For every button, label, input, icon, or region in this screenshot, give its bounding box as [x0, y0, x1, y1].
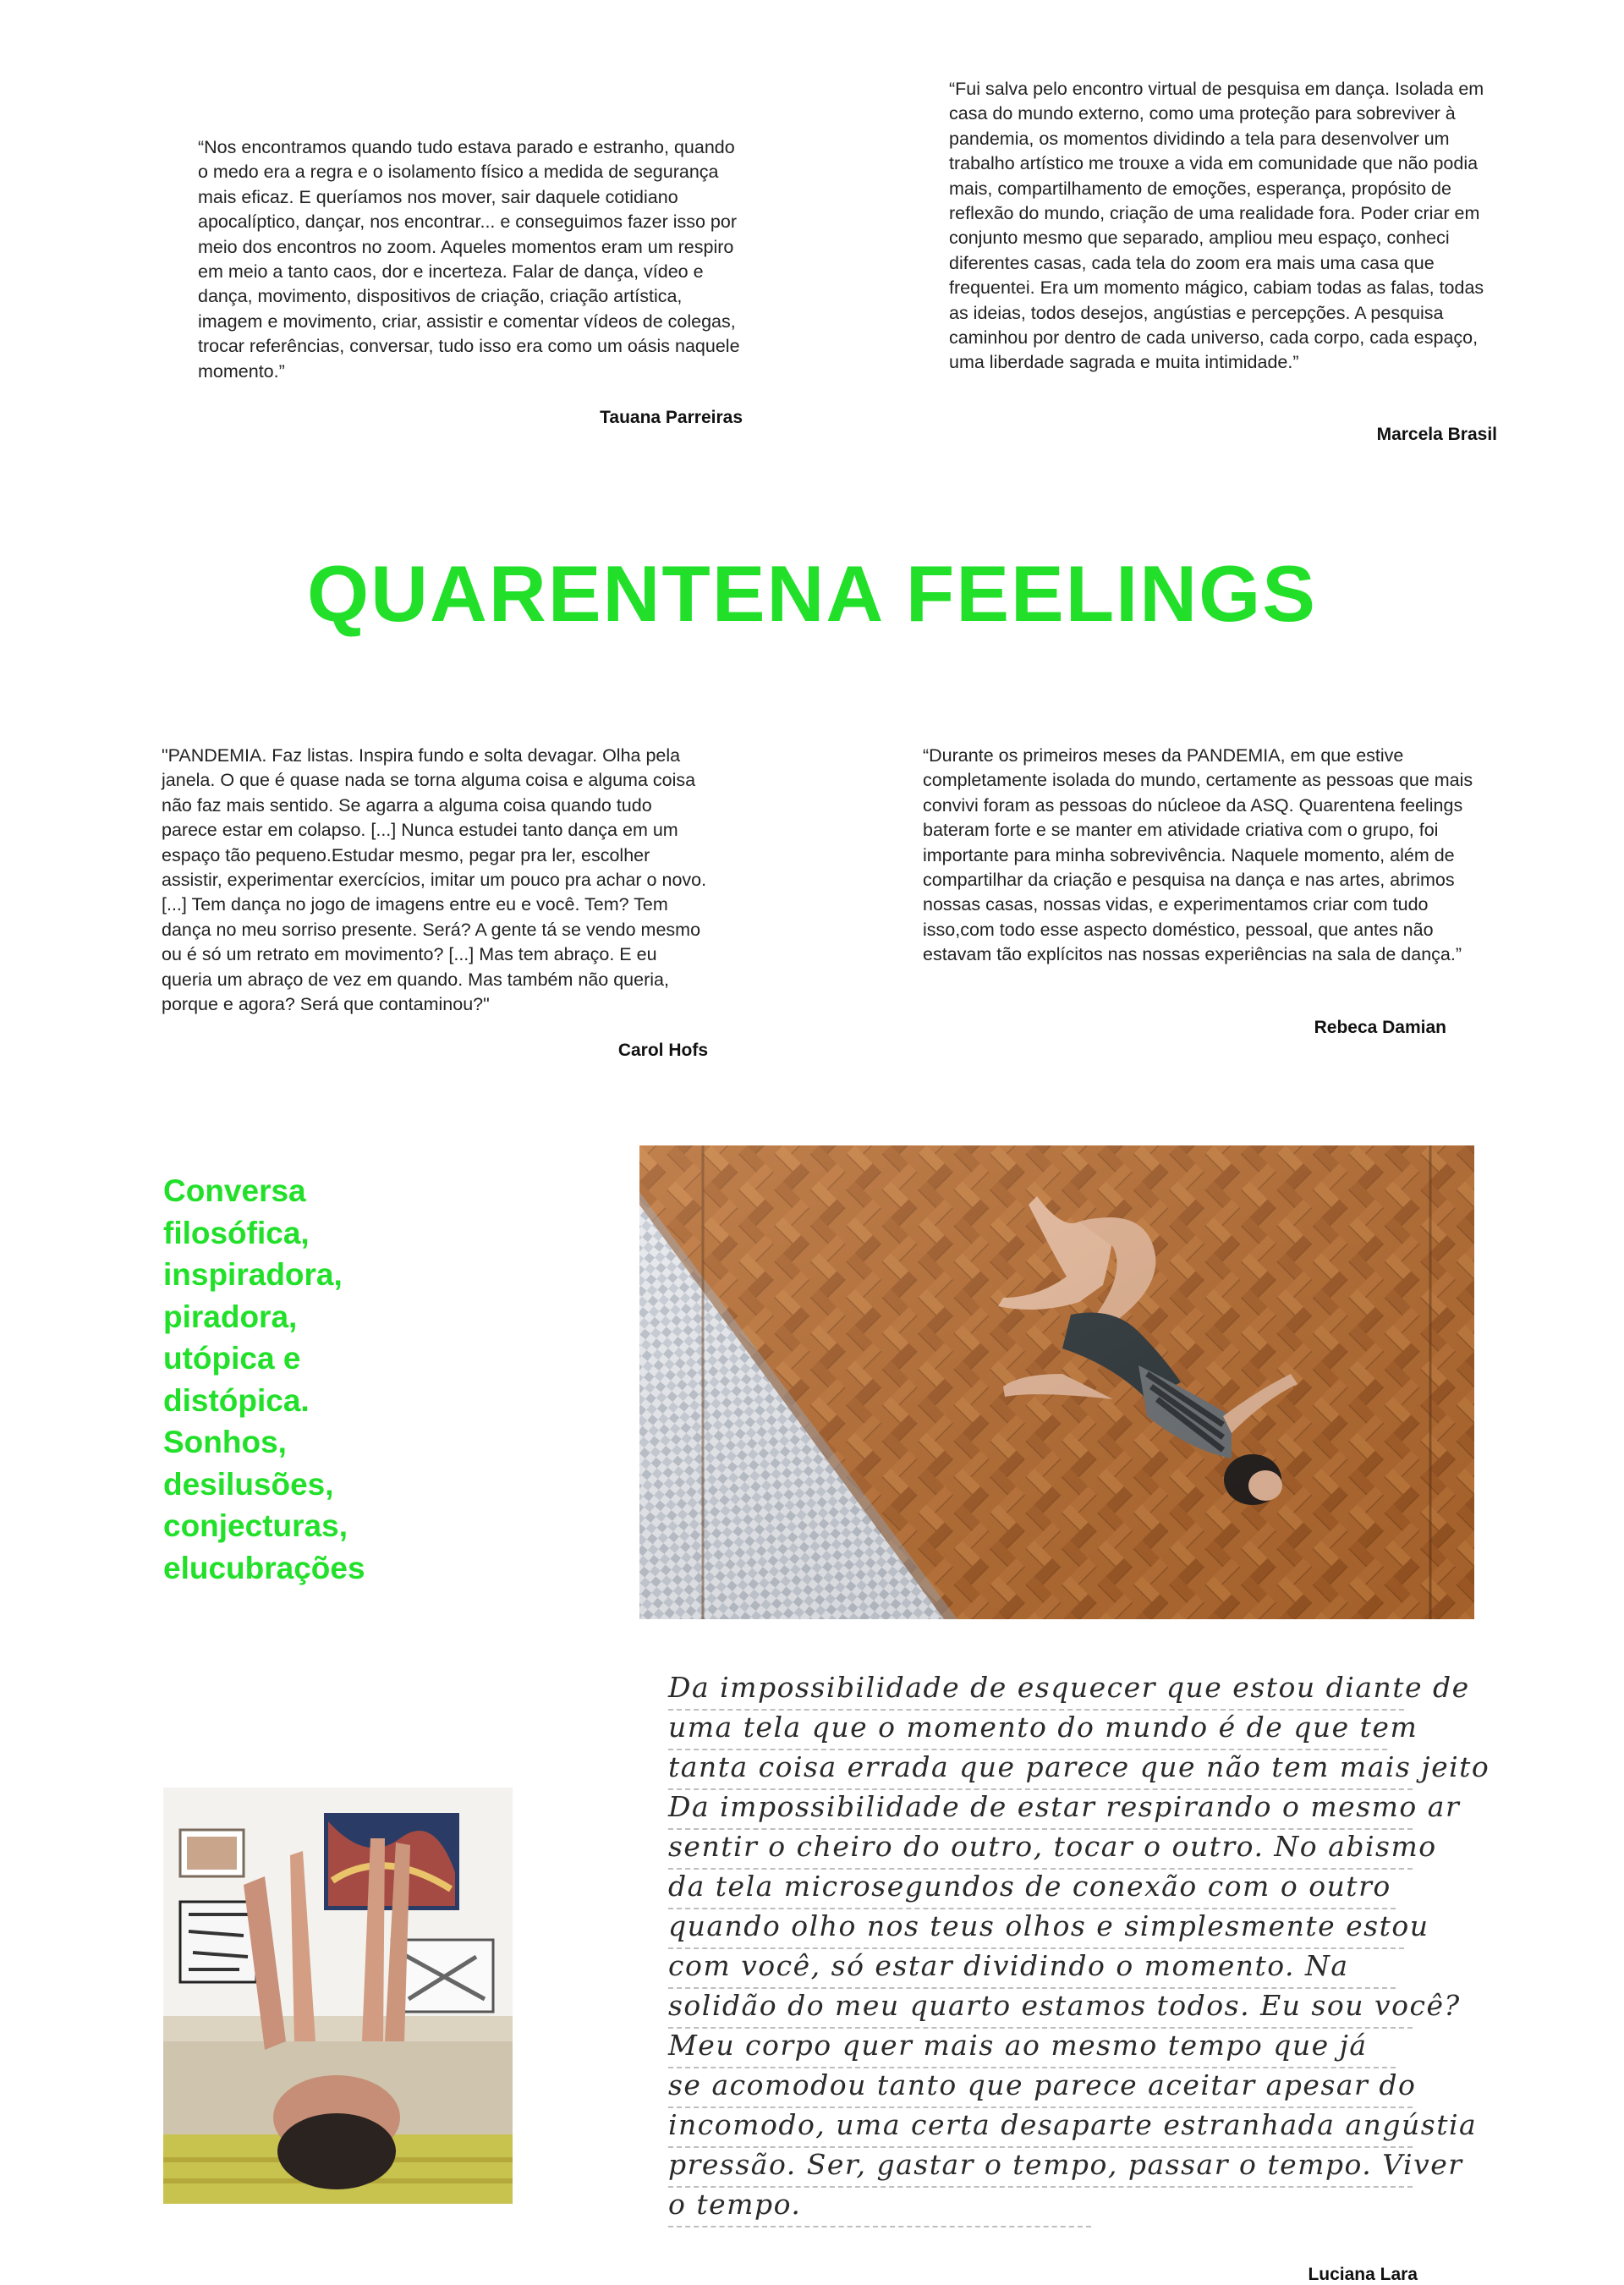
page-title: QUARENTENA FEELINGS — [307, 549, 1317, 638]
photo-raised-legs — [163, 1788, 513, 2204]
handwritten-line: tanta coisa errada que parece que não tem mais jeito — [668, 1750, 1490, 1783]
photo-dancer-on-floor — [639, 1145, 1474, 1619]
author-marcela: Marcela Brasil — [1376, 425, 1497, 444]
handwritten-line: com você, só estar dividindo o momento. Na — [668, 1949, 1349, 1982]
author-carol: Carol Hofs — [617, 1041, 708, 1060]
handwritten-line: sentir o cheiro do outro, tocar o outro. No abismo — [668, 1830, 1437, 1863]
handwritten-line: uma tela que o momento do mundo é de que tem — [668, 1711, 1418, 1744]
handwritten-line: o tempo. — [668, 2188, 802, 2221]
tagline: Conversa filosófica, inspiradora, piradora, utópica e distópica. Sonhos, desilusões, conjecturas, elucubrações — [163, 1173, 365, 1585]
handwritten-line: incomodo, uma certa desaparte estranhada angústia — [668, 2108, 1478, 2141]
handwritten-line: pressão. Ser, gastar o tempo, passar o tempo. Viver — [668, 2148, 1463, 2181]
note-rule — [668, 2226, 1091, 2227]
handwritten-line: da tela microsegundos de conexão com o outro — [668, 1870, 1391, 1903]
quote-rebeca: “Durante os primeiros meses da PANDEMIA, em que estive completamente isolada do mundo, certamente as pessoas que mais convivi foram as pessoas do núcleoe da ASQ. Quarentena feelings bateram forte e se manter em atividade criativa com o grupo, foi importante para minha sobrevivência. Naquele momento, além de compartilhar da criação e pesquisa na dança e nas artes, abrimos nossas casas, nossas vidas, e experimentamos criar com tudo isso,com todo esse aspecto doméstico, pessoal, que antes não estavam tão explícitos nas nossas experiências na sala de dança.” — [923, 745, 1473, 965]
handwritten-note — [668, 1671, 1490, 2280]
author-tauana: Tauana Parreiras — [600, 408, 743, 427]
quote-marcela: “Fui salva pelo encontro virtual de pesquisa em dança. Isolada em casa do mundo externo, como uma proteção para sobreviver à pandemia, os momentos dividindo a tela para desenvolver um trabalho artístico me trouxe a vida em comunidade que não podia mais, compartilhamento de emoções, esperança, propósito de reflexão do mundo, criação de uma realidade fora. Poder criar em conjunto mesmo que separado, ampliou meu espaço, conheci diferentes casas, cada tela do zoom era mais uma casa que frequentei. Era um momento mágico, cabiam todas as falas, todas as ideias, todos desejos, angústias e percepções. A pesquisa caminhou por dentro de cada universo, cada corpo, cada espaço, uma liberdade sagrada e muita intimidade.” — [949, 79, 1484, 373]
handwritten-line: Meu corpo quer mais ao mesmo tempo que já — [668, 2029, 1368, 2062]
author-luciana: Luciana Lara — [1308, 2265, 1418, 2284]
handwritten-line: Da impossibilidade de estar respirando o mesmo ar — [668, 1790, 1461, 1823]
quote-tauana: “Nos encontramos quando tudo estava parado e estranho, quando o medo era a regra e o isolamento físico a medida de segurança mais eficaz. E queríamos nos mover, sair daquele cotidiano apocalíptico, dançar, nos encontrar... e conseguimos fazer isso por meio dos encontros no zoom. Aqueles momentos eram um respiro em meio a tanto caos, dor e incerteza. Falar de dança, vídeo e dança, movimento, dispositivos de criação, criação artística, imagem e movimento, criar, assistir e comentar vídeos de colegas, trocar referências, conversar, tudo isso era como um oásis naquele momento.” — [198, 137, 740, 382]
handwritten-line: se acomodou tanto que parece aceitar apesar do — [668, 2068, 1417, 2101]
handwritten-line: Da impossibilidade de esquecer que estou diante de — [668, 1671, 1470, 1704]
handwritten-line: solidão do meu quarto estamos todos. Eu sou você? — [668, 1989, 1461, 2022]
handwritten-line: quando olho nos teus olhos e simplesmente estou — [668, 1909, 1429, 1942]
author-rebeca: Rebeca Damian — [1314, 1018, 1446, 1037]
quote-carol: "PANDEMIA. Faz listas. Inspira fundo e solta devagar. Olha pela janela. O que é quase nada se torna alguma coisa e alguma coisa não faz mais sentido. Se agarra a alguma coisa quando tudo parece estar em colapso. [...] Nunca estudei tanto dança em um espaço tão pequeno.Estudar mesmo, pegar pra ler, escolher assistir, experimentar exercícios, imitar um pouco pra achar o novo. [...] Tem dança no jogo de imagens entre eu e você. Tem? Tem dança no meu sorriso presente. Será? A gente tá se vendo mesmo ou é só um retrato em movimento? [...] Mas tem abraço. E eu queria um abraço de vez em quando. Mas também não queria, porque e agora? Será que contaminou?" — [162, 745, 707, 1015]
